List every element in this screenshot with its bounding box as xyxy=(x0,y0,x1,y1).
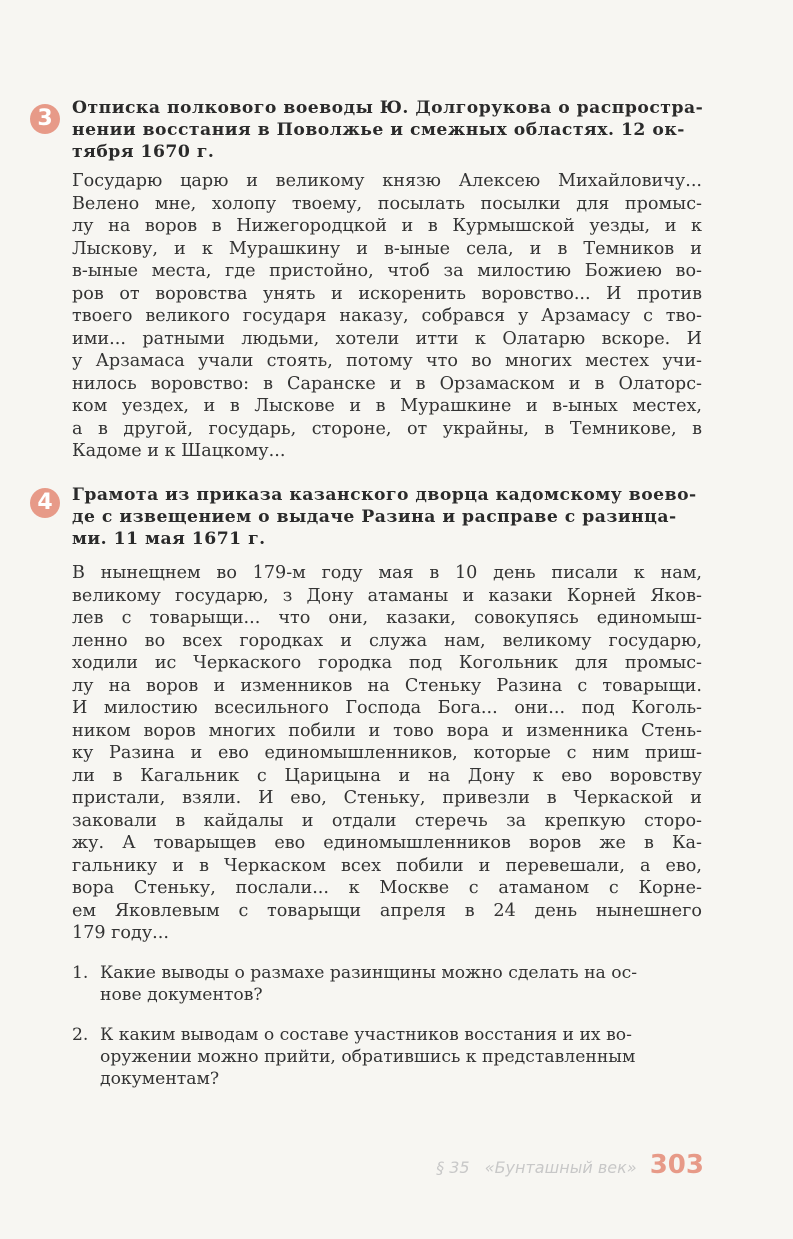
body-line: ем Яковлевым с товарыщи апреля в 24 день нынешнего xyxy=(72,900,702,921)
question-number: 1. xyxy=(72,963,89,983)
body-line: а в другой, государь, стороне, от украйны, в Темникове, в xyxy=(72,418,702,439)
body-line: Кадоме и к Шацкому... xyxy=(72,441,286,461)
question-line: Какие выводы о размахе разинщины можно сделать на ос- xyxy=(100,963,638,983)
title-line: нении восстания в Поволжье и смежных областях. 12 ок- xyxy=(72,120,685,140)
body-line: лев с товарыщи... что они, казаки, совокупясь единомыш- xyxy=(72,608,702,628)
document-body xyxy=(72,562,702,945)
body-line: гальнику и в Черкаском всех побили и перевешали, а ево, xyxy=(72,855,702,876)
page-footer xyxy=(0,1150,704,1180)
page-number: 303 xyxy=(649,1150,704,1180)
questions-list xyxy=(72,962,704,1108)
question-line: оружении можно прийти, обратившись к представленным xyxy=(100,1047,636,1067)
question-item xyxy=(72,962,704,1006)
title-line: Отписка полкового воеводы Ю. Долгорукова о распростра- xyxy=(72,98,704,118)
question-item xyxy=(72,1024,704,1090)
question-line: документам? xyxy=(100,1069,220,1089)
body-line: И милостию всесильного Господа Бога... они... под Коголь- xyxy=(72,698,702,718)
body-line: вора Стеньку, послали... к Москве с атаманом с Корне- xyxy=(72,878,702,898)
footer-chapter-title: «Бунташный век» xyxy=(484,1158,637,1177)
body-line: лу на воров в Нижегородцкой и в Курмышской уезды, и к xyxy=(72,216,702,236)
document-number-badge: 3 xyxy=(30,104,60,134)
document-title xyxy=(72,484,704,550)
question-line: нове документов? xyxy=(100,985,263,1005)
title-line: тября 1670 г. xyxy=(72,142,215,162)
document-body xyxy=(72,170,702,463)
body-line: ров от воровства унять и искоренить воровство... И против xyxy=(72,283,702,304)
body-line: жу. А товарыщев ево единомышленников воров же в Ка- xyxy=(72,833,702,853)
footer-section: § 35 xyxy=(436,1158,470,1177)
title-line: ми. 11 мая 1671 г. xyxy=(72,529,266,549)
body-line: ими... ратными людьми, хотели итти к Олатарю вскоре. И xyxy=(72,328,702,349)
body-line: ли в Кагальник с Царицына и на Дону к ево воровству xyxy=(72,765,702,786)
title-line: Грамота из приказа казанского дворца кадомскому воево- xyxy=(72,485,697,505)
body-line: пристали, взяли. И ево, Стеньку, привезли в Черкаской и xyxy=(72,788,702,808)
body-line: ходили ис Черкаского городка под Когольник для промыс- xyxy=(72,653,702,673)
title-line: де с извещением о выдаче Разина и расправе с разинца- xyxy=(72,507,677,527)
body-line: в-ыные места, где пристойно, чтоб за милостию Божиею во- xyxy=(72,261,702,281)
body-line: у Арзамаса учали стоять, потому что во многих местех учи- xyxy=(72,351,702,371)
body-line: ку Разина и ево единомышленников, которые с ним приш- xyxy=(72,743,702,763)
question-line: К каким выводам о составе участников восстания и их во- xyxy=(100,1025,632,1045)
body-line: Государю царю и великому князю Алексею Михайловичу... xyxy=(72,171,702,191)
body-line: 179 году... xyxy=(72,923,169,943)
document-number-badge: 4 xyxy=(30,488,60,518)
body-line: заковали в кайдалы и отдали стеречь за крепкую сторо- xyxy=(72,810,702,831)
body-line: ленно во всех городках и служа нам, великому государю, xyxy=(72,630,702,651)
question-number: 2. xyxy=(72,1025,89,1045)
body-line: ком уездех, и в Лыскове и в Мурашкине и в-ыных местех, xyxy=(72,396,702,416)
body-line: ником воров многих побили и тово вора и изменника Стень- xyxy=(72,720,702,741)
body-line: лу на воров и изменников на Стеньку Разина с товарыщи. xyxy=(72,675,702,696)
body-line: Лыскову, и к Мурашкину и в-ыные села, и в Темников и xyxy=(72,238,702,259)
body-line: нилось воровство: в Саранске и в Орзамаском и в Олаторс- xyxy=(72,373,702,394)
body-line: Велено мне, холопу твоему, посылать посылки для промыс- xyxy=(72,193,702,214)
body-line: твоего великого государя наказу, собрався у Арзамасу с тво- xyxy=(72,306,702,326)
body-line: В нынещнем во 179-м году мая в 10 день писали к нам, xyxy=(72,563,702,583)
body-line: великому государю, з Дону атаманы и казаки Корней Яков- xyxy=(72,585,702,606)
document-title xyxy=(72,97,704,163)
